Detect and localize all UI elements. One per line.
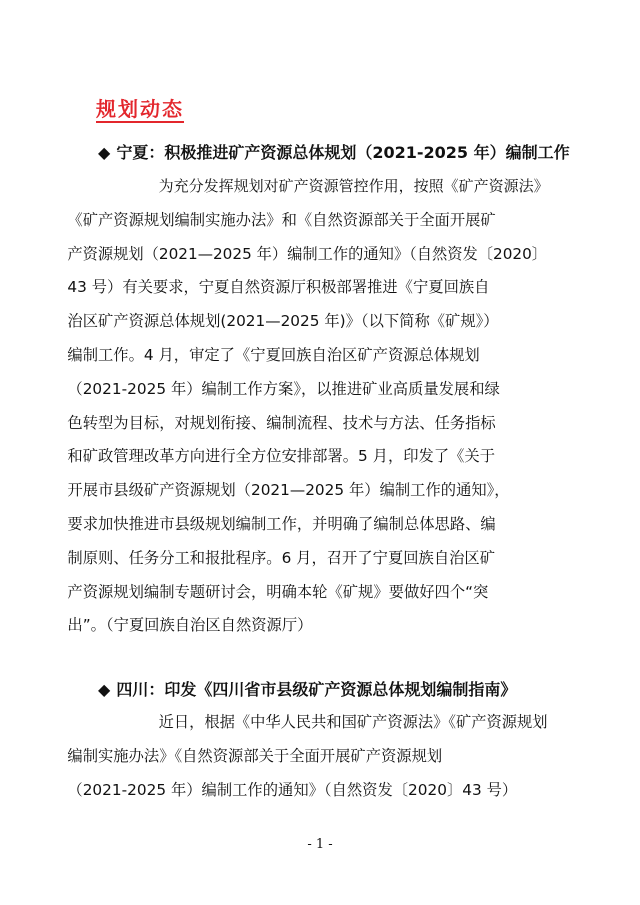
section-title: 规划动态: [96, 97, 184, 121]
body-line: 编制实施办法》《自然资源部关于全面开展矿产资源规划: [67, 746, 443, 765]
body-line: 色转型为目标，对规划衔接、编制流程、技术与方法、任务指标: [67, 413, 496, 432]
body-line: 产资源规划编制专题研讨会，明确本轮《矿规》要做好四个“突: [67, 582, 489, 601]
body-line: （2021-2025 年）编制工作方案》，以推进矿业高质量发展和绿: [67, 379, 500, 398]
body-line: 和矿政管理改革方向进行全方位安排部署。5 月，印发了《关于: [67, 447, 496, 466]
body-line: 要求加快推进市县级规划编制工作，并明确了编制总体思路、编: [67, 514, 496, 533]
article-heading-sichuan: [98, 677, 516, 700]
article-body-sichuan: [67, 706, 548, 807]
body-line: 为充分发挥规划对矿产资源管控作用，按照《矿产资源法》: [158, 177, 549, 195]
body-line: 开展市县级矿产资源规划（2021—2025 年）编制工作的通知》，: [67, 481, 510, 500]
body-line: 产资源规划（2021—2025 年）编制工作的通知》（自然资发〔2020〕: [67, 244, 548, 263]
body-line: （2021-2025 年）编制工作的通知》（自然资发〔2020〕43 号）: [67, 780, 518, 799]
body-line: 出”。（宁夏回族自治区自然资源厅）: [67, 616, 313, 635]
body-line: 治区矿产资源总体规划(2021—2025 年)》（以下简称《矿规》）: [67, 312, 499, 331]
diamond-bullet-icon: ◆: [98, 680, 111, 699]
page-number: - 1 -: [307, 837, 333, 852]
body-line: 编制工作。4 月，审定了《宁夏回族自治区矿产资源总体规划: [67, 345, 480, 364]
body-line: 43 号）有关要求，宁夏自然资源厅积极部署推进《宁夏回族自: [67, 278, 490, 297]
body-line: 制原则、任务分工和报批程序。6 月，召开了宁夏回族自治区矿: [67, 548, 496, 567]
article-heading-text: 宁夏：积极推进矿产资源总体规划（2021-2025 年）编制工作: [116, 143, 570, 162]
body-line: 近日，根据《中华人民共和国矿产资源法》《矿产资源规划: [158, 713, 548, 731]
article-body-ningxia: [67, 170, 549, 643]
diamond-bullet-icon: ◆: [98, 143, 111, 162]
article-heading-ningxia: [98, 140, 570, 163]
body-line: 《矿产资源规划编制实施办法》和《自然资源部关于全面开展矿: [67, 210, 496, 229]
article-heading-text: 四川：印发《四川省市县级矿产资源总体规划编制指南》: [116, 680, 517, 699]
